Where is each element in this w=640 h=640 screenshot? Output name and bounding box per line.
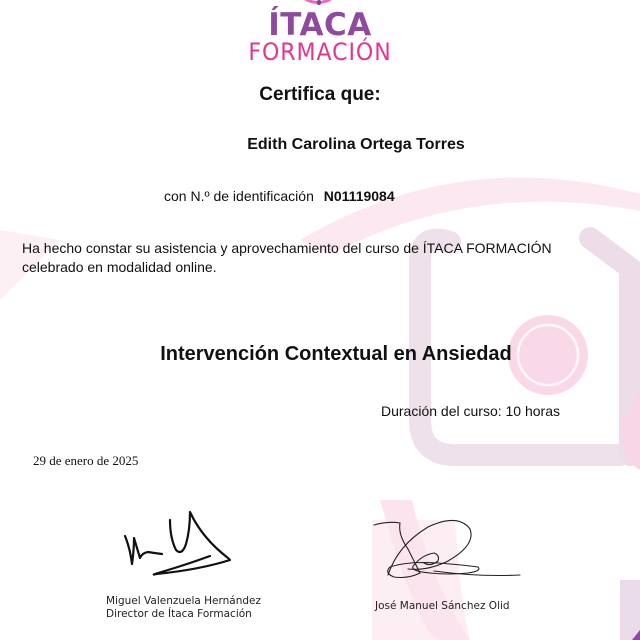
itaca-logo <box>220 0 420 70</box>
signature-2-icon <box>368 515 528 585</box>
signatory-1-role: Director de Ítaca Formación <box>106 608 252 620</box>
certificate-heading: Certifica que: <box>259 84 381 105</box>
identification-line <box>164 188 395 204</box>
issue-date: 29 de enero de 2025 <box>33 453 139 468</box>
signatory-2-name: José Manuel Sánchez Olid <box>375 600 510 612</box>
id-label: con N.º de identificación <box>164 188 314 204</box>
logo-itaca-text: ÍTACA <box>268 7 372 43</box>
signature-1-icon <box>118 508 238 580</box>
id-number: N01119084 <box>323 188 395 204</box>
statement-line-2: celebrado en modalidad online. <box>22 259 217 275</box>
attendance-statement <box>22 239 622 277</box>
logo-formacion-text: FORMACIÓN <box>248 38 392 66</box>
course-title: Intervención Contextual en Ansiedad <box>160 343 512 365</box>
logo-dot-icon <box>317 0 321 5</box>
course-duration: Duración del curso: 10 horas <box>381 403 560 419</box>
signatory-1 <box>106 595 261 621</box>
signatory-1-name: Miguel Valenzuela Hernández <box>106 595 262 607</box>
recipient-name: Edith Carolina Ortega Torres <box>247 136 465 153</box>
statement-line-1: Ha hecho constar su asistencia y aprovechamiento del curso de ÍTACA FORMACIÓN <box>22 240 552 256</box>
